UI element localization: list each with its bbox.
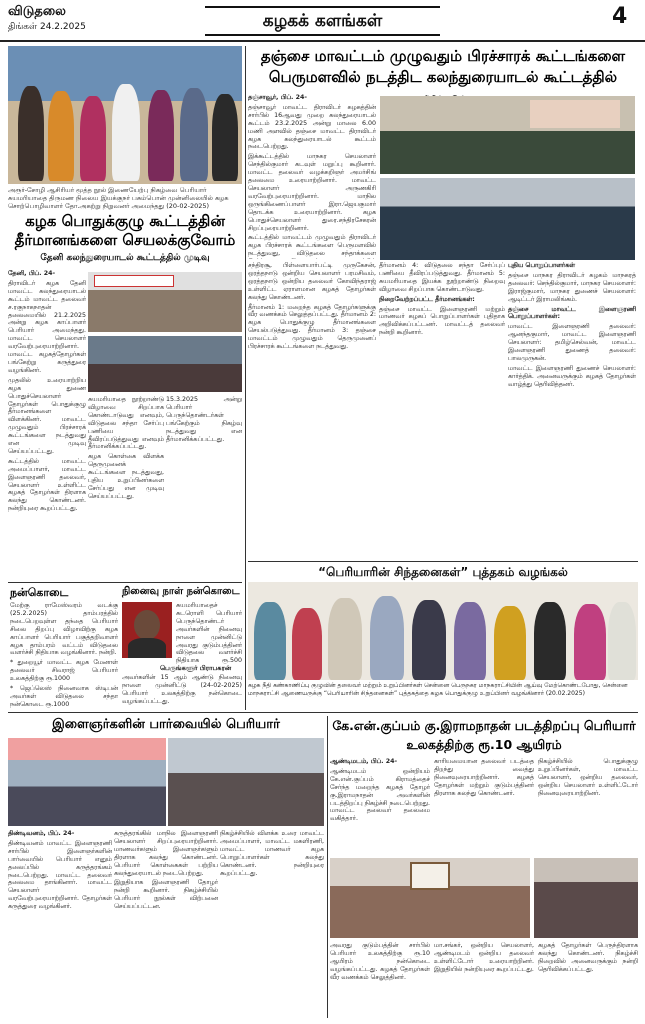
- thanjai-meeting-photo-2: [380, 178, 635, 260]
- story-kn-col4: [330, 942, 430, 1018]
- donation-box-title: நன்கொடை: [10, 586, 69, 599]
- story-thanjai-col4: [508, 262, 636, 548]
- book-banner-title: “பெரியாரின் சிந்தனைகள்” புத்தகம் வழங்கல்: [318, 565, 568, 579]
- photo-caption-top-left: அரூர்-சோழி ஆசிரியர் மூத்த நூல் இணையேற்பு நிகழ்வை பெரியார் சுயமரியாதை திருமண நிலைய இயக்குநர் பசும்பொன் முன்னிலையில் கழக சொற்பொழிவாளர் தோ.அகற்று நிறுவனர் அமைந்தது (20-02-2025): [8, 186, 229, 210]
- headline-youth: இளைஞர்களின் பார்வையில் பெரியார்: [52, 717, 280, 732]
- story-thanjai-col1: [248, 94, 376, 259]
- kazhaga-para-6: 15.3.2025 அன்று பெரியார் பெருந்தொண்டர்கள் பங்கேற்கும் நிகழ்வு நடத்துவது என தீர்மானிக்கப்பட்டது.: [166, 396, 242, 443]
- story-kazhaga-col3: [166, 396, 242, 570]
- kn-para-5: மா.சங்கர், ஒன்றிய செயலாளர், ஆண்டிமடம் ஒன்றிய தலைவர் உள்ளிட்டோர் உரையாற்றினர். இறுதியில் நன்றியுரை கூறப்பட்டது.: [434, 942, 534, 973]
- thanjai-para-3: கூட்டத்தில் மாவட்டம் முழுவதும் திராவிடர் கழக பிரச்சாரக் கூட்டங்களை பெருமளவில் நடத்துவது, விடுதலை சந்தாக்களை: [248, 234, 376, 258]
- divider-donation: [8, 582, 242, 583]
- thanjai-para-9: மாவட்ட இளைஞரணி தலைவர்: ஆனந்தகுமார், மாவட்ட இளைஞரணி செயலாளர்: தமிழ்செல்வன், மாவட்ட இளைஞரணி துணைத் தலைவர்: பாலமுருகன்.: [508, 323, 636, 362]
- donation-item-2: * ஜெப்லெஸ் நினைவாக ஸ்டிபன் அவர்கள் விடுதலை சந்தா நன்கொடை ரூ.1000: [10, 685, 118, 708]
- kn-donation-photo: [534, 858, 638, 938]
- donation-body: மேற்கு ராமேஸ்வரம் வடக்கு (25.2.2025) தாம்பரத்தில் நடைபெறவுள்ள தந்தை பெரியார் சிலை திறப்பு விழாவிற்கு கழக காப்பாளர் பெரியார் பகுத்தறிவாளர் கழக தாம்பரம் வட்டம் விடுதலை வளர்ச்சி நிதியாக வழங்கினார். நன்றி.: [10, 602, 118, 657]
- section-title: கழகக் களங்கள்: [205, 6, 440, 36]
- story-kn-col2: [434, 758, 534, 854]
- story-youth-col2: [114, 830, 218, 1018]
- dateline-tindivanam: திண்டிவனம், பிப். 24-: [8, 830, 75, 837]
- book-presentation-photo: [248, 582, 638, 680]
- divider-youth: [8, 712, 638, 713]
- theni-meeting-photo-1: [88, 272, 242, 332]
- kazhaga-para-3: கூட்டத்தில் மாவட்ட அமைப்பாளர், மாவட்ட இளைஞரணி தலைவர், செயலாளர் உள்ளிட்ட கழகத் தோழர்கள் திரளாக கலந்து கொண்டனர். நன்றியுரை கூறப்பட்டது.: [8, 457, 86, 513]
- thanjai-para-7: தஞ்சை மாவட்ட இளைஞரணி மற்றும் மாணவர் கழகப் பொறுப்பாளர்கள் புதிதாக அறிவிக்கப்பட்டனர். மாவட்டத் தலைவர் நன்றி கூறினார்.: [379, 305, 505, 337]
- kazhaga-para-5: கழக கொள்கை விளக்க தெருமுனைக் கூட்டங்களை நடத்துவது, புதிய உறுப்பினர்களை சேர்ப்பது என முடிவு செய்யப்பட்டது.: [88, 453, 164, 500]
- divider-book: [248, 561, 638, 562]
- thanjai-meeting-photo-1: [380, 96, 635, 174]
- dateline-andimadam: ஆண்டிமடம், பிப். 24-: [330, 758, 398, 765]
- vertical-divider-main: [245, 46, 246, 710]
- youth-para-4: இறுதியாக இளைஞரணி தோழர் நன்றி கூறினார். நிகழ்ச்சியில் பெரியார் நூல்கள் விற்பனை செய்யப்பட்டன.: [114, 879, 218, 911]
- memorial-person-name: பெருங்களூர் பிராபகரன்: [160, 664, 232, 672]
- book-photo-caption: கழக நீதி கண்காணிப்பு குழுவின் தலைவர் மற்றும் உறுப்பினர்கள் சென்னை பெருநகர மாநகராட்சியின் ஆய்வு மேற்கொண்டபோது, சென்னை மாநகராட்சி ஆணையருக்கு “பெரியாரின் சிந்தனைகள்” புத்தகத்தை கழக பொதுக்குழு உறுப்பினர் வழங்கினார் (20.02.2025): [248, 682, 628, 697]
- thanjai-subhead-resolutions: நிறைவேற்றப்பட்ட தீர்மானங்கள்:: [379, 295, 475, 303]
- memorial-person-note: அவர்களின் 15 ஆம் ஆண்டு நினைவு நாளை முன்னிட்டு (24-02-2025) பெரியார் உலகத்திற்கு நன்கொடை வழங்கப்பட்டது.: [122, 674, 242, 705]
- thanjai-para-6: தீர்மானம் 4: விடுதலை சந்தா சேர்ப்புப் பணியை தீவிரப்படுத்துவது. தீர்மானம் 5: சுயமரியாதை இயக்க நூற்றாண்டு நிறைவு விழாவை சிறப்பாக கொண்டாடுவது.: [379, 262, 505, 293]
- youth-para-2: கருத்தரங்கில் மாநில இளைஞரணி செயலாளர் சிறப்புரையாற்றினார். மாணவர்களும் இளைஞர்களும் திரளாக கலந்து கொண்டனர். பெரியார் கொள்கைகள் பற்றிய கலந்துரையாடல் நடைபெற்றது.: [114, 830, 218, 877]
- thanjai-para-5: தீர்மானம் 1: மறைந்த கழகத் தோழர்களுக்கு வீர வணக்கம் செலுத்தப்பட்டது. தீர்மானம் 2: கழக பொதுக்குழு தீர்மானங்களை செயல்படுத்துவது. தீர்மானம் 3: தஞ்சை மாவட்டம் முழுவதும் தெருமுனைப் பிரச்சாரக் கூட்டங்களை நடத்துவது.: [248, 303, 376, 351]
- thanjai-subhead-youth: தஞ்சை மாவட்ட இளைஞரணி பொறுப்பாளர்கள்:: [508, 305, 636, 321]
- theni-meeting-photo-2: [88, 336, 242, 392]
- thanjai-para-4: சந்திரசூ, பிள்ளையார்பட்டி முருகேசன், ஒரத்தநாடு ஒன்றிய செயலாளர் பரமசிவம், ஒரத்தநாடு ஒன்றிய தலைவர் கோவிந்தராஜ் உள்ளிட்ட ஏராளமான கழகத் தோழர்கள் கலந்து கொண்டனர்.: [248, 262, 376, 301]
- memorial-body: சுயமரியாதைச் சுடரொளி பெரியார் பெருந்தொண்டர் அவர்களின் நினைவு நாளை முன்னிட்டு அவரது குடும்பத்தினர் விடுதலை வளர்ச்சி நிதியாக ரூ.500: [176, 602, 242, 664]
- vertical-divider-bottom: [327, 716, 328, 1018]
- story-youth-col3: [220, 830, 324, 1018]
- story-kazhaga-col2: [88, 396, 164, 570]
- subhead-kazhaga: தேனி கலந்துரையாடல் கூட்டத்தில் முடிவு: [40, 253, 210, 263]
- story-thanjai-col3: [379, 262, 505, 548]
- story-kn-col5: [434, 942, 534, 1018]
- dateline-theni: தேனி, பிப். 24-: [8, 270, 56, 277]
- story-youth-col1: [8, 830, 112, 1018]
- issue-date: திங்கள் 24.2.2025: [8, 22, 86, 32]
- memorial-box-title: நினைவு நாள் நன்கொடை: [122, 586, 240, 597]
- thanjai-subhead-new: புதிய பொறுப்பாளர்கள்: [508, 262, 575, 269]
- kazhaga-para-2: முதலில் உரையாற்றிய கழக துணை பொதுச்செயலாளர் தோழர்கள் பொதுக்குழு தீர்மானங்களை விளக்கினர். மாவட்ட முழுவதும் பிரச்சாரக் கூட்டங்களை நடத்துவது என முடிவு செய்யப்பட்டது.: [8, 376, 86, 455]
- youth-seminar-photo-2: [168, 738, 324, 826]
- page-header: [0, 0, 645, 42]
- story-kazhaga-col1: [8, 270, 86, 570]
- thanjai-para-2: இக்கூட்டத்தில் மாநகர செயலாளர் செந்தில்குமார் கடவுள் மறுப்பு கூறினார். மாவட்ட தலைவர் வழக்கறிஞர் அமர்சிங் தலைமை உரையாற்றினார். மாவட்ட செயலாளர் அருணகிரி வரவேற்புரையாற்றினார். மாநில ஒருங்கிணைப்பாளர் இரா.ஜெயகுமார் தொடக்க உரையாற்றினார். கழக பொதுச்செயலாளர் துரை.சந்திரசேகரன் சிறப்புரையாற்றினார்.: [248, 153, 376, 232]
- kn-para-4: அவரது குடும்பத்தின் சார்பில் பெரியார் உலகத்திற்கு ரூ.10 ஆயிரம் நன்கொடை வழங்கப்பட்டது. கழகத் தோழர்கள் வீர வணக்கம் செலுத்தினர்.: [330, 942, 430, 981]
- event-photo-top-left: [8, 46, 242, 184]
- youth-para-3: நிகழ்ச்சியில் விளக்க உரை மாவட்ட அமைப்பாளர், மாவட்ட மகளிரணி, மாவட்ட மாணவர் கழக பொறுப்பாளர்கள் கலந்து கொண்டனர். நன்றியுரை கூறப்பட்டது.: [220, 830, 324, 877]
- headline-kazhaga: கழக பொதுக்குழு கூட்டத்தின் தீர்மானங்களை செயலக்குவோம்: [14, 212, 236, 249]
- thanjai-para-10: மாவட்ட இளைஞரணி துணைச் செயலாளர்: கார்த்திக். அனைவருக்கும் கழகத் தோழர்கள் வாழ்த்து தெரிவித்தனர்.: [508, 364, 636, 388]
- story-kn-col1: [330, 758, 430, 854]
- story-kn-col6: [538, 942, 638, 1018]
- paper-name: விடுதலை: [8, 4, 66, 19]
- kn-para-2: காரியமையான தலைவர் படத்தை திறந்து வைத்து நினைவுரையாற்றினார். கழகத் தோழர்கள் மற்றும் குடும்பத்தினர் திரளாக கலந்து கொண்டனர்.: [434, 758, 534, 797]
- story-thanjai-col2: [248, 262, 376, 548]
- dateline-thanjavur: தஞ்சாவூர், பிப். 24-: [248, 94, 308, 101]
- story-kn-col3: [538, 758, 638, 854]
- kn-para-6: கழகத் தோழர்கள் பெருந்திரளாக கலந்து கொண்டனர். நிகழ்ச்சி நிறைவில் அனைவருக்கும் நன்றி தெரிவிக்கப்பட்டது.: [538, 942, 638, 973]
- page-number: 4: [612, 4, 628, 29]
- kn-para-3: நிகழ்ச்சியில் பொதுக்குழு உறுப்பினர்கள், மாவட்ட செயலாளர், ஒன்றிய தலைவர், ஒன்றிய செயலாளர் உள்ளிட்டோர் நினைவுரையாற்றினர்.: [538, 758, 638, 797]
- youth-seminar-photo-1: [8, 738, 166, 826]
- thanjai-para-8: தஞ்சை மாநகர திராவிடர் கழகம் மாநகரத் தலைவர்: செந்தில்குமார், மாநகர செயலாளர்: இராஜ்குமார், மாநகர துணைச் செயலாளர்: ஆடிட்டர் இராமலிங்கம்.: [508, 271, 636, 303]
- kn-portrait-unveiling-photo: [330, 858, 530, 938]
- kazhaga-para-4: சுயமரியாதை நூற்றாண்டு விழாவை சிறப்பாக கொண்டாடுவது எனவும், விடுதலை சந்தா சேர்ப்பு பணியை தீவிரப்படுத்துவது எனவும் தீர்மானிக்கப்பட்டது.: [88, 396, 164, 451]
- donation-item-1: * துறையூர் மாவட்ட கழக மேனாள் தலைவர் சிவராஜ் பெரியார் உலகத்திற்கு ரூ.1000: [10, 659, 118, 683]
- headline-thanjai: தஞ்சை மாவட்டம் முழுவதும் பிரச்சாரக் கூட்டங்களை பெருமளவில் நடத்திட கலந்துரையாடல் கூட்டத்தில்: [260, 47, 626, 86]
- youth-para-1: திண்டிவனம் மாவட்ட இளைஞரணி சார்பில் இளைஞர்களின் பார்வையில் பெரியார் எனும் தலைப்பில் கருத்தரங்கம் நடைபெற்றது. மாவட்ட தலைவர் தலைமை தாங்கினார். மாவட்ட செயலாளர் வரவேற்புரையாற்றினார். தோழர்கள் கருத்துரை வழங்கினர்.: [8, 839, 112, 911]
- headline-kn-kuppam: கே.என்.குப்பம் கு.இராமநாதன் படத்திறப்பு பெரியார் உலகத்திற்கு ரூ.10 ஆயிரம்: [332, 718, 636, 752]
- memorial-portrait: [122, 602, 172, 658]
- thanjai-para-1: தஞ்சாவூர் மாவட்ட திராவிடர் கழகத்தின் சார்பில் 16ஆவது முறை கலந்துரையாடல் கூட்டம் 23.2.2025 அன்று மாலை 6.00 மணி அளவில் தஞ்சை மாவட்ட திராவிடர் கழக கலந்துரையாடல் கூட்டம் நடைபெற்றது.: [248, 103, 376, 151]
- kn-para-1: ஆண்டிமடம் ஒன்றியம் கே.என்.குப்பம் கிராமத்தைச் சேர்ந்த மறைந்த கழகத் தோழர் கு.இராமநாதன் அவர்களின் படத்திறப்பு நிகழ்ச்சி நடைபெற்றது. மாவட்ட தலைவர் தலைமை வகித்தார்.: [330, 767, 430, 823]
- kazhaga-para-1: திராவிடர் கழக தேனி மாவட்ட கலந்துரையாடல் கூட்டம் மாவட்ட தலைவர் ச.ரகுநாகநாதன் தலைமையில் 21.2.2025 அன்று கழக காப்பாளர் பெரியார் அமைந்தது. மாவட்ட செயலாளர் வரவேற்புரையாற்றினார். மாவட்ட கழகத்தோழர்கள் பங்கேற்று கருத்துரை வழங்கினர்.: [8, 279, 86, 374]
- donation-box: [10, 602, 118, 710]
